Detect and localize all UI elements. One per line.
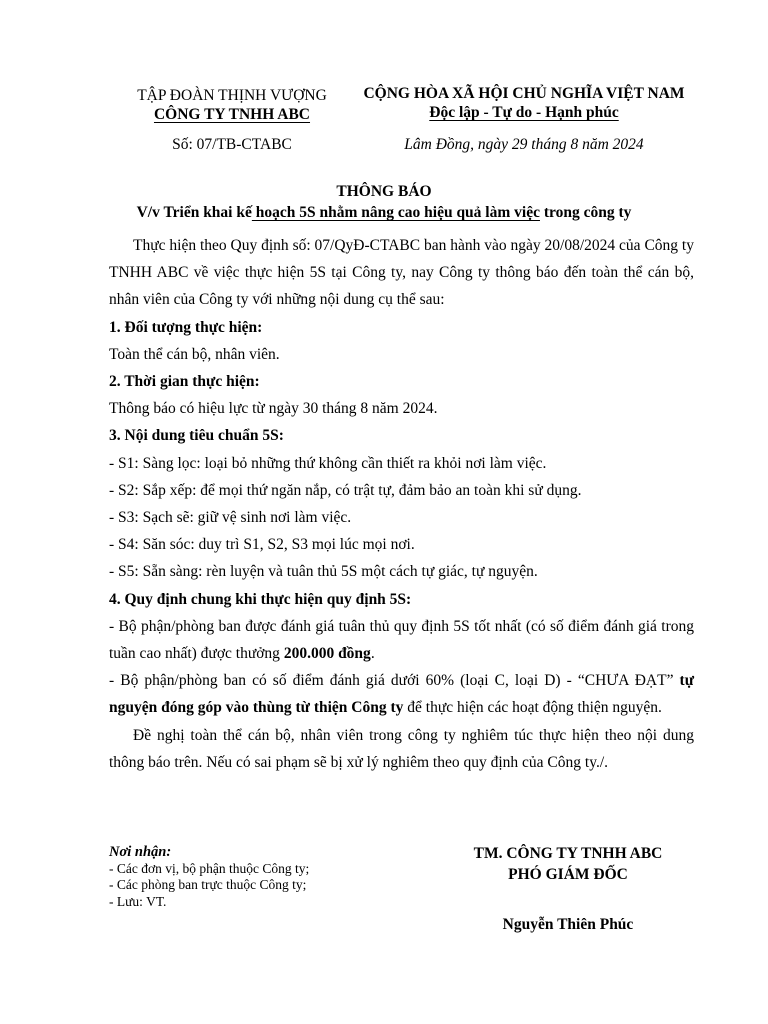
signature-org: TM. CÔNG TY TNHH ABC [473, 845, 663, 862]
recipient-item: - Các phòng ban trực thuộc Công ty; [109, 877, 307, 892]
rule-1-text: - Bộ phận/phòng ban được đánh giá tuân thủ quy định 5S tốt nhất (có số điểm đánh giá trong tuần cao nhất) được thưởng [109, 617, 694, 663]
country-name: CỘNG HÒA XÃ HỘI CHỦ NGHĨA VIỆT NAM [363, 85, 685, 102]
subject-prefix: V/v Triển khai kế [136, 204, 252, 221]
national-heading [340, 84, 708, 122]
recipients-block [109, 844, 409, 910]
rule-2 [109, 667, 694, 721]
list-item: - S2: Sắp xếp: để mọi thứ ngăn nắp, có trật tự, đảm bảo an toàn khi sử dụng. [109, 481, 582, 499]
document-heading: THÔNG BÁO [336, 183, 432, 200]
rule-2-text: - Bộ phận/phòng ban có số điểm đánh giá dưới 60% (loại C, loại D) - “CHƯA ĐẠT” [109, 672, 680, 690]
intro-paragraph: Thực hiện theo Quy định số: 07/QyĐ-CTABC ban hành vào ngày 20/08/2024 của Công ty TNHH ABC về việc thực hiện 5S tại Công ty, nay Công ty thông báo đến toàn thể cán bộ, nhân viên của Công ty với những nội dung cụ thể sau: [109, 237, 694, 309]
section-1-text: Toàn thể cán bộ, nhân viên. [109, 345, 280, 363]
signer-name: Nguyễn Thiên Phúc [502, 916, 634, 933]
list-item: - S1: Sàng lọc: loại bỏ những thứ không cần thiết ra khỏi nơi làm việc. [109, 454, 547, 472]
recipients-title: Nơi nhận: [109, 844, 172, 860]
section-2-heading: 2. Thời gian thực hiện: [109, 373, 260, 391]
signature-block [440, 843, 696, 885]
document-subject [60, 202, 708, 223]
rule-1 [109, 613, 694, 667]
section-2-text: Thông báo có hiệu lực từ ngày 30 tháng 8 năm 2024. [109, 400, 438, 418]
closing-paragraph: Đề nghị toàn thể cán bộ, nhân viên trong công ty nghiêm túc thực hiện theo nội dung thông báo trên. Nếu có sai phạm sẽ bị xử lý nghiêm theo quy định của Công ty./. [109, 726, 694, 771]
rule-2-penalty: tự nguyện đóng góp vào thùng từ thiện Công ty [109, 672, 694, 717]
subject-suffix: trong công ty [539, 204, 632, 221]
list-item: - S4: Săn sóc: duy trì S1, S2, S3 mọi lúc mọi nơi. [109, 536, 415, 554]
document-number: Số: 07/TB-CTABC [172, 136, 292, 153]
rule-1-end: . [370, 645, 375, 663]
list-item: - S3: Sạch sẽ: giữ vệ sinh nơi làm việc. [109, 509, 352, 527]
group-name: TẬP ĐOÀN THỊNH VƯỢNG [137, 87, 327, 104]
section-1-heading: 1. Đối tượng thực hiện: [109, 318, 263, 336]
list-item: - S5: Sẵn sàng: rèn luyện và tuân thủ 5S một cách tự giác, tự nguyện. [109, 563, 538, 581]
national-motto: Độc lập - Tự do - Hạnh phúc [429, 104, 619, 121]
reward-amount: 200.000 đồng [283, 645, 371, 663]
document-body [109, 232, 694, 776]
issuer-block [112, 86, 352, 124]
subject-underlined: hoạch 5S nhằm nâng cao hiệu quả làm việc [251, 204, 540, 221]
rule-2-end: để thực hiện các hoạt động thiện nguyện. [403, 699, 662, 717]
section-4-heading: 4. Quy định chung khi thực hiện quy định 5S: [109, 590, 412, 608]
document-title-block [60, 181, 708, 223]
recipient-item: - Các đơn vị, bộ phận thuộc Công ty; [109, 860, 310, 876]
company-name: CÔNG TY TNHH ABC [153, 106, 311, 123]
section-3-heading: 3. Nội dung tiêu chuẩn 5S: [109, 427, 284, 445]
signature-position: PHÓ GIÁM ĐỐC [508, 866, 628, 883]
recipient-item: - Lưu: VT. [109, 893, 167, 909]
place-and-date: Lâm Đồng, ngày 29 tháng 8 năm 2024 [404, 136, 644, 153]
